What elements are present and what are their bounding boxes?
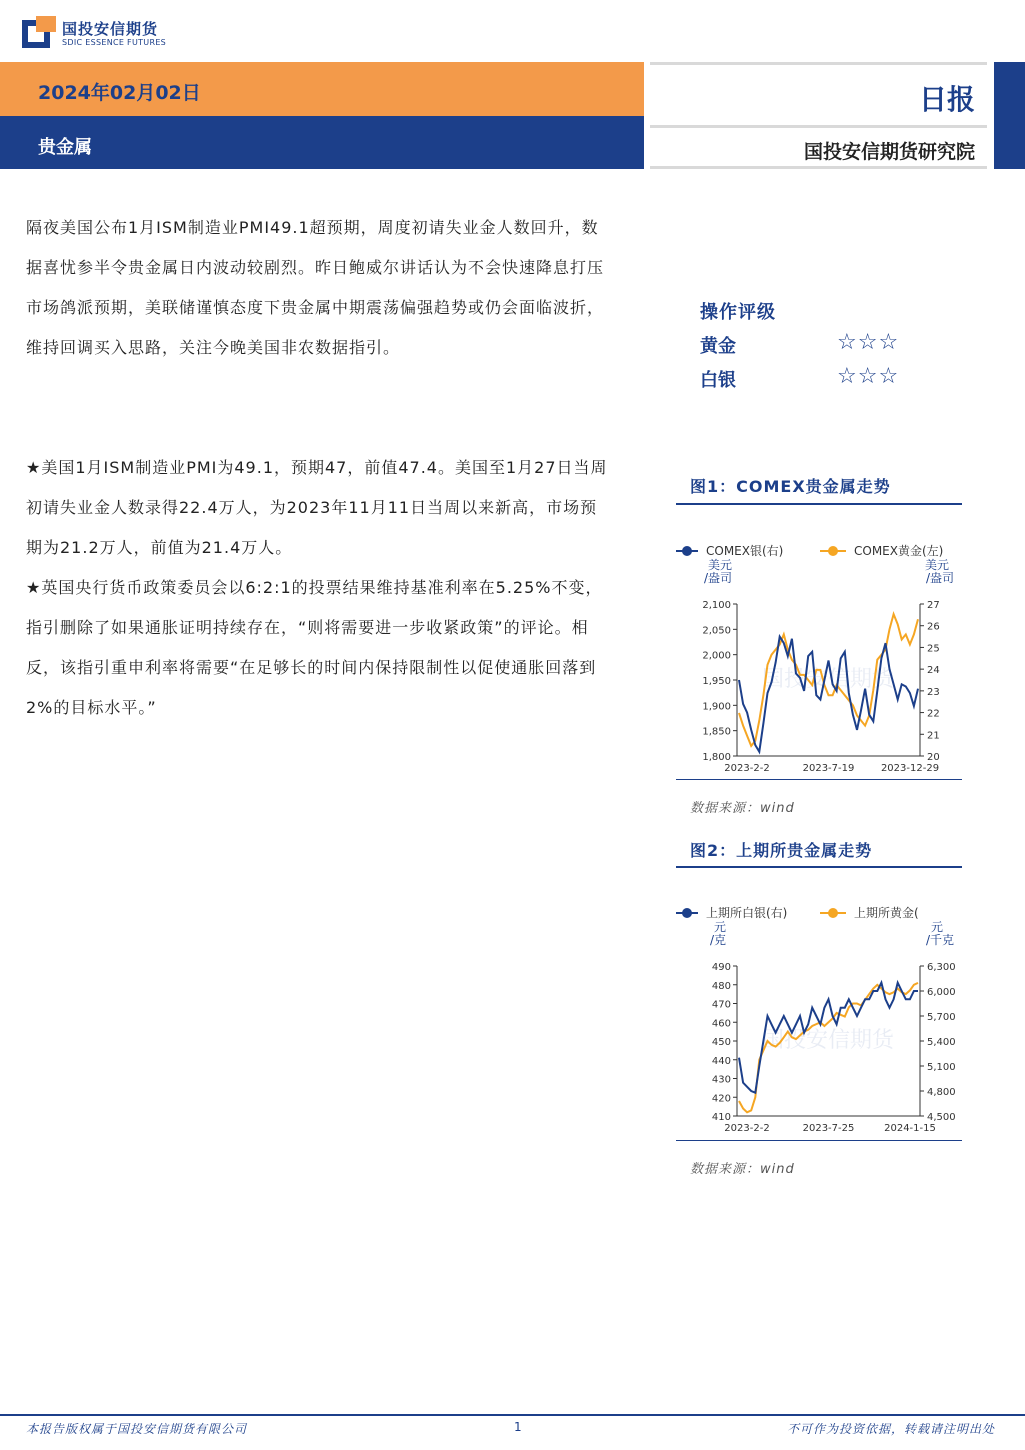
report-type: 日报	[918, 83, 975, 116]
left-tick-label: 1,900	[702, 701, 731, 713]
legend-gold-marker	[828, 546, 838, 556]
figure-rule	[676, 866, 962, 868]
comex-chart	[660, 536, 990, 780]
left-tick-label: 460	[711, 1018, 731, 1030]
logo-text-en: SDIC ESSENCE FUTURES	[62, 38, 167, 47]
institute-name: 国投安信期货研究院	[803, 141, 975, 163]
footer-rule	[0, 1414, 1025, 1416]
left-tick-label: 1,950	[702, 676, 731, 687]
left-unit-label: /克	[709, 933, 727, 947]
rating-label: 黄金	[700, 336, 736, 357]
logo-text-cn: 国投安信期货	[62, 20, 159, 38]
company-logo	[22, 16, 172, 52]
rating-row-gold	[700, 332, 930, 366]
report-category: 贵金属	[38, 137, 92, 158]
news-bullet-boe: ★英国央行货币政策委员会以6:2:1的投票结果维持基准利率在5.25%不变，指引删除了如果通胀证明持续存在，“则将需要进一步收紧政策”的评论。相反，该指引重申利率将需要“在足够长的时间内保持限制性以促使通胀回落到2%的目标水平。”	[26, 578, 603, 717]
watermark-text: 国投安信期货	[761, 1028, 895, 1053]
legend-silver-label: COMEX银(右)	[706, 544, 784, 558]
header-divider	[650, 166, 987, 169]
legend-silver-label: 上期所白银(右)	[706, 906, 788, 920]
figure-source: 数据来源：wind	[690, 1162, 795, 1177]
x-tick-label: 2023-12-29	[880, 763, 940, 774]
right-tick-label: 25	[927, 643, 940, 655]
chart-svg	[660, 898, 990, 1140]
shfe-chart	[660, 898, 990, 1140]
left-tick-label: 450	[711, 1037, 731, 1048]
header-divider	[650, 62, 987, 65]
figure-title: 图1：COMEX贵金属走势	[690, 477, 891, 496]
logo-mark-icon	[22, 16, 56, 50]
right-tick-label: 24	[927, 665, 940, 677]
right-unit-label: 美元	[924, 558, 950, 572]
right-tick-label: 5,700	[927, 1012, 956, 1023]
left-unit-label: /盎司	[703, 571, 733, 585]
news-bullet-us-pmi: ★美国1月ISM制造业PMI为49.1，预期47，前值47.4。美国至1月27日当周初请失业金人数录得22.4万人，为2023年11月11日当周以来新高，市场预期为21.2万人，前值为21.4万人。	[26, 458, 608, 557]
summary-paragraph	[26, 208, 611, 368]
right-tick-label: 23	[927, 686, 940, 698]
legend-gold-label: 上期所黄金(	[854, 906, 919, 920]
footer-disclaimer: 不可作为投资依据，转载请注明出处	[786, 1422, 995, 1436]
x-tick-label: 2023-2-2	[724, 1123, 770, 1134]
news-section	[26, 448, 611, 728]
legend-silver-marker	[682, 908, 692, 918]
left-tick-label: 470	[711, 999, 731, 1011]
left-tick-label: 1,800	[702, 752, 731, 763]
figure-source: 数据来源：wind	[690, 801, 795, 816]
figure-rule	[676, 503, 962, 505]
right-tick-label: 4,800	[927, 1087, 956, 1098]
legend-gold-marker	[828, 908, 838, 918]
rating-row-silver	[700, 366, 930, 400]
left-tick-label: 490	[711, 962, 731, 973]
star-rating-icon: ☆☆☆	[837, 330, 900, 355]
chart-svg	[660, 536, 990, 780]
figure-title: 图2：上期所贵金属走势	[690, 841, 873, 860]
left-tick-label: 2,000	[702, 650, 731, 662]
category-banner	[0, 116, 644, 169]
right-tick-label: 5,400	[927, 1037, 956, 1048]
x-tick-label: 2023-7-25	[802, 1123, 855, 1134]
left-tick-label: 420	[711, 1093, 731, 1105]
x-tick-label: 2024-1-15	[884, 1123, 936, 1134]
figure-rule	[676, 1140, 962, 1141]
right-unit-label: /千克	[925, 933, 955, 947]
x-tick-label: 2023-7-19	[802, 763, 855, 774]
summary-text: 隔夜美国公布1月ISM制造业PMI49.1超预期，周度初请失业金人数回升，数据喜忧参半令贵金属日内波动较剧烈。昨日鲍威尔讲话认为不会快速降息打压市场鸽派预期，美联储谨慎态度下贵金属中期震荡偏强趋势或仍会面临波折，维持回调买入思路，关注今晚美国非农数据指引。	[26, 218, 605, 357]
page-number: 1	[514, 1420, 522, 1434]
right-unit-label: /盎司	[925, 571, 955, 585]
left-unit-label: 美元	[707, 558, 733, 572]
footer-copyright: 本报告版权属于国投安信期货有限公司	[26, 1422, 248, 1436]
x-tick-label: 2023-2-2	[724, 763, 770, 774]
report-date: 2024年02月02日	[38, 82, 201, 104]
left-tick-label: 440	[711, 1055, 731, 1067]
watermark-text: 国投安信期货	[761, 667, 895, 692]
right-tick-label: 27	[927, 600, 940, 611]
left-tick-label: 2,100	[702, 600, 731, 611]
left-tick-label: 410	[711, 1112, 731, 1123]
right-tick-label: 26	[927, 621, 940, 633]
right-tick-label: 4,500	[927, 1112, 956, 1123]
star-rating-icon: ☆☆☆	[837, 364, 900, 389]
legend-silver-marker	[682, 546, 692, 556]
right-tick-label: 6,000	[927, 987, 956, 998]
right-tick-label: 22	[927, 708, 940, 720]
right-tick-label: 5,100	[927, 1062, 956, 1073]
rating-label: 白银	[700, 370, 736, 391]
header-accent-block	[994, 62, 1025, 169]
left-tick-label: 2,050	[702, 625, 731, 637]
left-tick-label: 1,850	[702, 726, 731, 738]
left-tick-label: 430	[711, 1074, 731, 1086]
right-unit-label: 元	[930, 920, 944, 934]
figure-rule	[676, 779, 962, 780]
rating-panel	[700, 298, 930, 400]
left-tick-label: 480	[711, 980, 731, 992]
right-tick-label: 21	[927, 730, 940, 742]
left-unit-label: 元	[713, 920, 727, 934]
rating-title: 操作评级	[700, 302, 776, 323]
header-divider	[650, 125, 987, 128]
right-tick-label: 6,300	[927, 962, 956, 973]
legend-gold-label: COMEX黄金(左)	[854, 544, 944, 558]
right-tick-label: 20	[927, 752, 940, 763]
